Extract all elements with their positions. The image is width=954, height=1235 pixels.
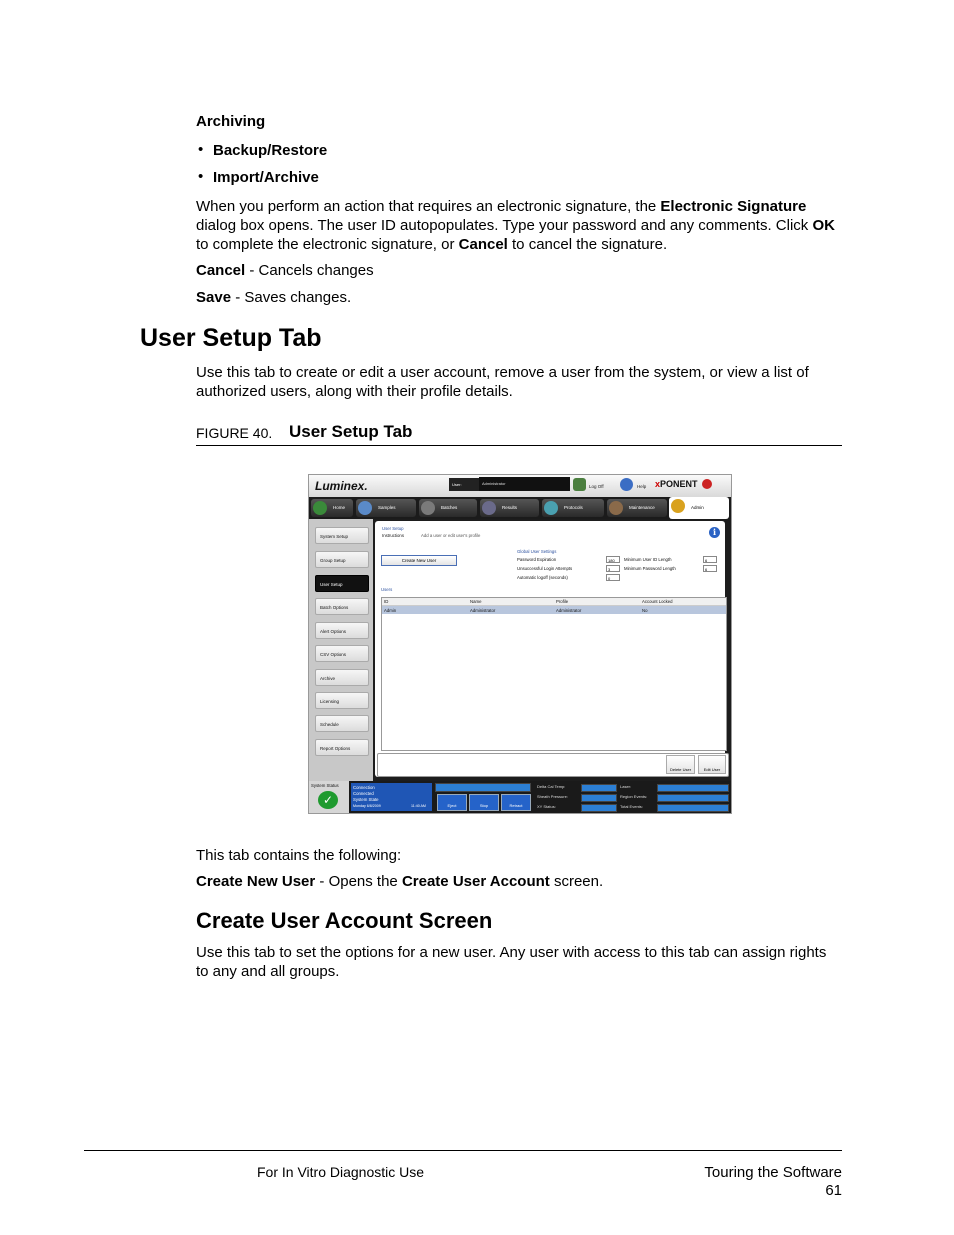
admin-icon: [671, 499, 685, 513]
action-bar: [377, 753, 729, 777]
sidebar-item-group-setup[interactable]: Group Setup: [315, 551, 369, 568]
auto-logoff-label: Automatic logoff (seconds): [517, 575, 568, 580]
sidebar-item-csv-options[interactable]: CSV Options: [315, 645, 369, 662]
edit-user-button[interactable]: Edit User: [698, 755, 726, 774]
app-top-bar: [309, 475, 731, 497]
delete-user-button[interactable]: Delete User: [666, 755, 695, 774]
contains-text: This tab contains the following:: [196, 847, 402, 864]
system-status-panel: [309, 781, 349, 813]
tab-home[interactable]: Home: [311, 499, 353, 517]
table-row[interactable]: [382, 606, 726, 614]
min-password-label: Minimum Password Length: [624, 566, 676, 571]
logoff-label[interactable]: Log Off: [589, 484, 604, 489]
cell-name: Administrator: [470, 608, 496, 613]
results-icon: [482, 501, 496, 515]
logoff-icon[interactable]: [573, 478, 586, 491]
bullet-dot: •: [198, 168, 204, 185]
laser-bar: [657, 784, 729, 792]
sidebar-item-alert-options[interactable]: Alert Options: [315, 622, 369, 639]
auto-logoff-input[interactable]: 0: [606, 574, 620, 581]
bullet-backup-restore: Backup/Restore: [213, 142, 328, 159]
panel-title: User Setup: [382, 526, 404, 531]
delta-cal-temp-bar: [581, 784, 617, 792]
footer-rule: [84, 1150, 842, 1151]
status-bar: [309, 781, 731, 813]
figure-label: FIGURE 40.: [196, 425, 273, 441]
sheath-pressure-bar: [581, 794, 617, 802]
sidebar-item-user-setup[interactable]: User Setup: [315, 575, 369, 592]
min-password-input[interactable]: 6: [703, 565, 717, 572]
total-events-label: Total Events:: [620, 804, 643, 809]
region-events-bar: [657, 794, 729, 802]
region-events-label: Region Events:: [620, 794, 648, 799]
tab-protocols[interactable]: Protocols: [542, 499, 604, 517]
laser-label: Laser:: [620, 784, 632, 789]
help-label[interactable]: Help: [637, 484, 647, 489]
create-new-user-button[interactable]: Create New User: [381, 555, 457, 566]
progress-bar: [435, 783, 531, 792]
total-events-bar: [657, 804, 729, 812]
tab-samples[interactable]: Samples: [356, 499, 416, 517]
main-content: [373, 519, 731, 781]
col-account-locked[interactable]: Account Locked: [642, 599, 673, 604]
tab-results[interactable]: Results: [480, 499, 539, 517]
create-new-user-definition: Create New User - Opens the Create User Account screen.: [196, 873, 604, 890]
system-state-label: System State: [353, 797, 379, 802]
connection-label: Connection: [353, 785, 375, 790]
col-profile[interactable]: Profile: [556, 599, 569, 604]
footer-right: Touring the Software: [704, 1164, 842, 1181]
min-user-id-label: Minimum User ID Length: [624, 557, 672, 562]
protocols-icon: [544, 501, 558, 515]
retract-button[interactable]: Retract: [501, 794, 531, 811]
connection-panel: [351, 783, 432, 811]
min-user-id-input[interactable]: 6: [703, 556, 717, 563]
login-attempts-label: Unsuccessful Login Attempts: [517, 566, 573, 571]
xy-status-bar: [581, 804, 617, 812]
luminex-logo: Luminex.: [315, 479, 368, 493]
tab-batches[interactable]: Batches: [419, 499, 477, 517]
xponent-brand: xPONENT: [655, 479, 698, 489]
batches-icon: [421, 501, 435, 515]
figure-title: User Setup Tab: [289, 422, 413, 441]
home-icon: [313, 501, 327, 515]
password-expiration-label: Password Expiration: [517, 557, 557, 562]
maintenance-icon: [609, 501, 623, 515]
col-name[interactable]: Name: [470, 599, 482, 604]
user-label: User:: [449, 478, 480, 491]
admin-sidebar: [309, 519, 373, 781]
stop-button[interactable]: Stop: [469, 794, 499, 811]
status-ok-icon: ✓: [318, 791, 338, 809]
sidebar-item-batch-options[interactable]: Batch Options: [315, 598, 369, 615]
connection-value: Connected: [353, 791, 374, 796]
password-expiration-input[interactable]: 180: [606, 556, 620, 563]
section2-title: Create User Account Screen: [196, 908, 493, 933]
figure-rule: [196, 445, 842, 446]
date-value: Monday 6/8/2009: [353, 804, 381, 808]
cell-account-locked: No: [642, 608, 648, 613]
login-attempts-input[interactable]: 3: [606, 565, 620, 572]
user-setup-panel: [375, 521, 725, 777]
sidebar-item-licensing[interactable]: Licensing: [315, 692, 369, 709]
sheath-pressure-label: Sheath Pressure:: [537, 794, 568, 799]
main-nav: [309, 497, 731, 519]
bullet-import-archive: Import/Archive: [213, 169, 319, 186]
section-intro: Use this tab to create or edit a user account, remove a user from the system, or view a list of authorized users, along with their profile details.: [196, 364, 809, 400]
footer-left: For In Vitro Diagnostic Use: [257, 1164, 425, 1180]
system-status-label: System Status: [311, 783, 339, 788]
sidebar-item-report-options[interactable]: Report Options: [315, 739, 369, 756]
figure-screenshot: [308, 474, 732, 814]
cell-profile: Administrator: [556, 608, 582, 613]
samples-icon: [358, 501, 372, 515]
tab-admin[interactable]: Admin: [669, 497, 729, 519]
xy-status-label: XY Status:: [537, 804, 556, 809]
archiving-heading: Archiving: [196, 113, 266, 130]
bullet-dot: •: [198, 141, 204, 158]
col-id[interactable]: ID: [384, 599, 389, 604]
alert-indicator-icon: [702, 479, 712, 489]
cell-id: Admin: [384, 608, 397, 613]
help-icon[interactable]: [620, 478, 633, 491]
sidebar-item-schedule[interactable]: Schedule: [315, 715, 369, 732]
instructions-text: Add a user or edit user's profile: [421, 533, 481, 538]
info-icon[interactable]: i: [709, 527, 720, 538]
section-title: User Setup Tab: [140, 324, 322, 352]
delta-cal-temp-label: Delta Cal Temp:: [537, 784, 566, 789]
sidebar-item-system-setup[interactable]: System Setup: [315, 527, 369, 544]
sidebar-item-archive[interactable]: Archive: [315, 669, 369, 686]
users-table: [381, 597, 727, 751]
section2-intro: Use this tab to set the options for a new user. Any user with access to this tab can assign rights to any and all groups.: [196, 944, 827, 980]
instructions-label: Instructions: [382, 533, 404, 538]
esig-paragraph: When you perform an action that requires an electronic signature, the Electronic Signature dialog box opens. The user ID autopopulates. Type your password and any comments. Click OK to complete the electronic signature, or Cancel to cancel the signature.: [196, 198, 835, 253]
user-value: Administrator: [479, 477, 570, 491]
save-definition: Save - Saves changes.: [196, 289, 352, 306]
page-number: 61: [825, 1182, 842, 1199]
time-value: 11:40 AM: [411, 804, 426, 808]
global-settings-title: Global User Settings: [517, 549, 557, 554]
users-label: Users: [381, 587, 393, 592]
table-header: [382, 598, 726, 606]
eject-button[interactable]: Eject: [437, 794, 467, 811]
cancel-definition: Cancel - Cancels changes: [196, 262, 374, 279]
tab-maintenance[interactable]: Maintenance: [607, 499, 667, 517]
